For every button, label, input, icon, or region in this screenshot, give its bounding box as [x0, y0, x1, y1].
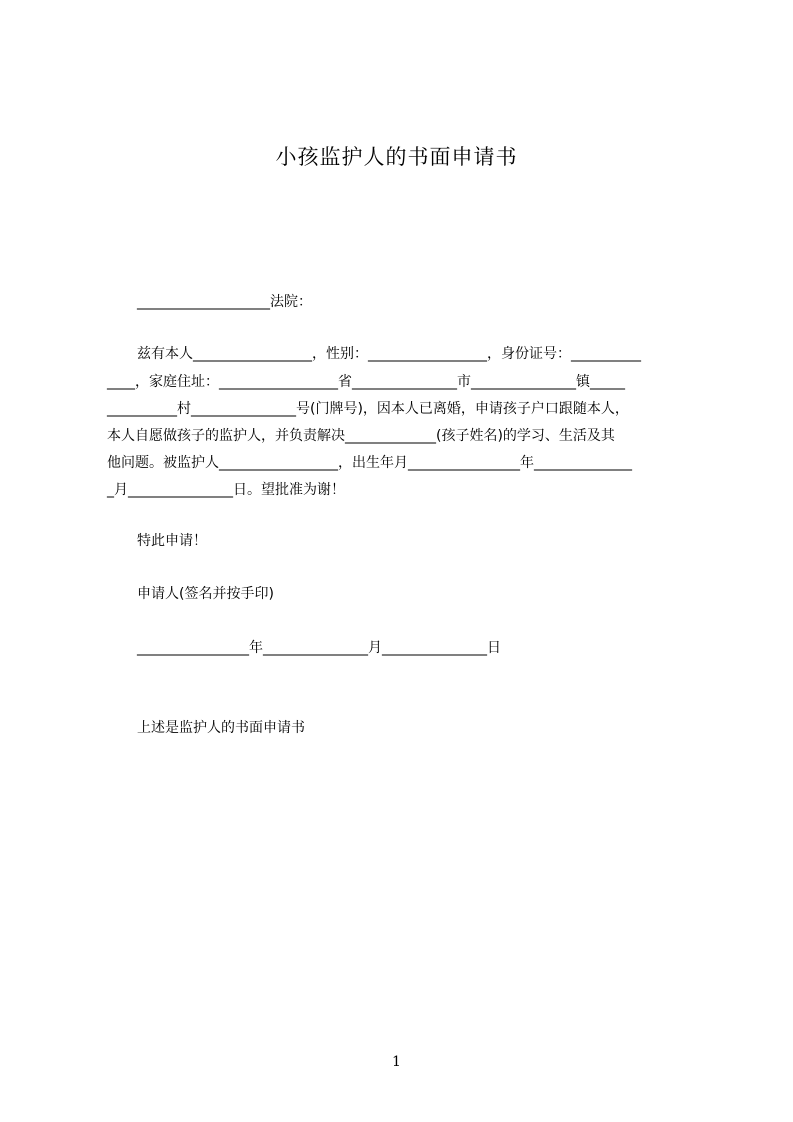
closing-line: 特此申请！ — [137, 533, 207, 549]
court-line: ___________________法院： — [137, 294, 312, 310]
date-line: ________________年_______________月_______________日 — [137, 640, 501, 656]
applicant-line: 申请人(签名并按手印) — [137, 586, 274, 602]
summary-line: 上述是监护人的书面申请书 — [137, 720, 305, 736]
body-line-4: 本人自愿做孩子的监护人，并负责解决_____________(孩子姓名)的学习、生活及其 — [107, 428, 615, 444]
body-line-1: 兹有本人_________________，性别：_________________，身份证号：__________ — [137, 346, 641, 362]
body-line-3: __________村_______________号(门牌号)，因本人已离婚，申请孩子户口跟随本人， — [107, 401, 629, 417]
page-number: 1 — [392, 1054, 401, 1070]
body-line-5: 他问题。被监护人_________________，出生年月________________年______________ — [107, 455, 632, 471]
body-line-6: _月_______________日。望批准为谢！ — [107, 482, 345, 498]
body-line-2: ____，家庭住址：_________________省_______________市_______________镇_____ — [107, 374, 625, 390]
document-title: 小孩监护人的书面申请书 — [275, 145, 518, 169]
